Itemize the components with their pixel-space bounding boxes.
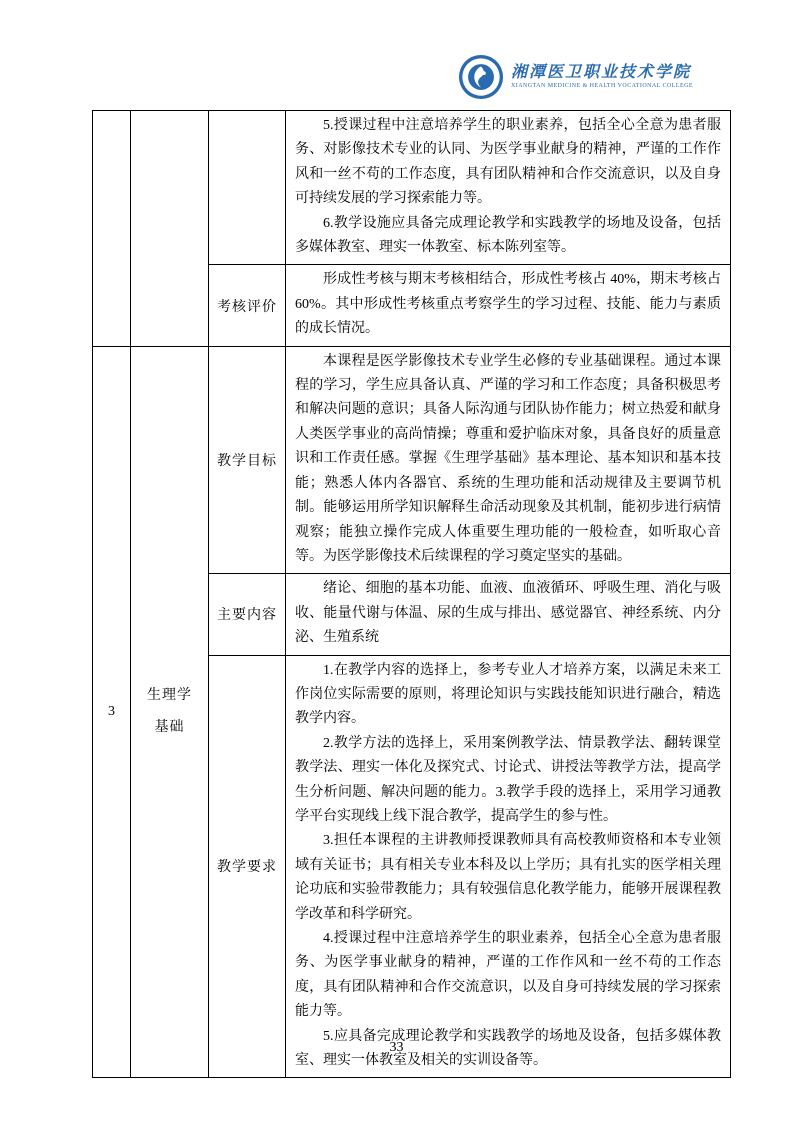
assessment-content-text: 形成性考核与期末考核相结合，形成性考核占 40%，期末考核占 60%。其中形成性考核重点考察学生的学习过程、技能、能力与素质的成长情况。 <box>295 272 721 337</box>
course-name-line1: 生理学 <box>147 687 192 703</box>
main-content-content-text: 绪论、细胞的基本功能、血液、血液循环、呼吸生理、消化与吸收、能量代谢与体温、尿的生成与排出、感觉器官、神经系统、内分泌、生殖系统 <box>295 581 721 646</box>
course-name-cell-cont <box>131 111 209 347</box>
college-emblem-icon <box>458 54 504 100</box>
objectives-content-cell <box>286 346 731 574</box>
requirements-continuation-cell <box>286 111 731 265</box>
row-index-cell-cont <box>93 111 131 347</box>
assessment-content-cell <box>286 265 731 346</box>
course-name-line2: 基础 <box>154 720 185 736</box>
college-name <box>511 64 693 89</box>
requirements-content-cell <box>286 655 731 1078</box>
page-number: 33 <box>389 1040 404 1055</box>
paragraph: 1.在教学内容的选择上，参考专业人才培养方案，以满足未来工作岗位实际需要的原则，将理论知识与实践技能知识进行融合，精选教学内容。 <box>295 662 721 727</box>
main-content-label-cell: 主要内容 <box>209 574 286 655</box>
objectives-content-text: 本课程是医学影像技术专业学生必修的专业基础课程。通过本课程的学习，学生应具备认真、严谨的学习和工作态度；具备积极思考和解决问题的意识；具备人际沟通与团队协作能力；树立热爱和献身人类医学事业的高尚情操；尊重和爱护临床对象，具备良好的质量意识和工作责任感。掌握《生理学基础》基本理论、基本知识和基本技能；熟悉人体内各器官、系统的生理功能和活动规律及主要调节机制。能够运用所学知识解释生命活动现象及其机制，能初步进行病情观察；能独立操作完成人体重要生理功能的一般检查，如听取心音等。为医学影像技术后续课程的学习奠定坚实的基础。 <box>295 353 721 564</box>
objectives-label-cell: 教学目标 <box>209 346 286 574</box>
label-cell-blank <box>209 111 286 265</box>
assessment-label-cell: 考核评价 <box>209 265 286 346</box>
row-index-cell: 3 <box>93 346 131 1078</box>
course-name-cell <box>131 346 209 1078</box>
paragraph: 5.应具备完成理论教学和实践教学的场地及设备，包括多媒体教室、理实一体教室及相关的实训设备等。 <box>295 1028 721 1069</box>
paragraph: 2.教学方法的选择上，采用案例教学法、情景教学法、翻转课堂教学法、理实一体化及探究式、讨论式、讲授法等教学方法，提高学生分析问题、解决问题的能力。3.教学手段的选择上，采用学习通教学平台实现线上线下混合教学，提高学生的参与性。 <box>295 735 721 824</box>
requirements-label-cell: 教学要求 <box>209 655 286 1078</box>
paragraph: 4.授课过程中注意培养学生的职业素养，包括全心全意为患者服务、为医学事业献身的精神，严谨的工作作风和一丝不苟的工作态度，具有团队精神和合作交流意识，以及自身可持续发展的学习探索能力等。 <box>295 931 721 1020</box>
paragraph: 3.担任本课程的主讲教师授课教师具有高校教师资格和本专业领域有关证书；具有相关专业本科及以上学历；具有扎实的医学相关理论功底和实验带教能力；具有较强信息化教学能力，能够开展课程教学改革和科学研究。 <box>295 833 721 922</box>
college-name-cn: 湘潭医卫职业技术学院 <box>510 64 691 82</box>
main-content-content-cell <box>286 574 731 655</box>
college-name-en: XIANGTAN MEDICINE & HEALTH VOCATIONAL COLLEGE <box>510 82 693 89</box>
paragraph: 5.授课过程中注意培养学生的职业素养，包括全心全意为患者服务、对影像技术专业的认同、为医学事业献身的精神，严谨的工作作风和一丝不苟的工作态度，具有团队精神和合作交流意识，以及自身可持续发展的学习探索能力等。 <box>295 118 721 207</box>
college-logo <box>458 54 693 100</box>
paragraph: 6.教学设施应具备完成理论教学和实践教学的场地及设备，包括多媒体教室、理实一体教室、标本陈列室等。 <box>295 215 721 256</box>
course-syllabus-table <box>92 110 731 1078</box>
